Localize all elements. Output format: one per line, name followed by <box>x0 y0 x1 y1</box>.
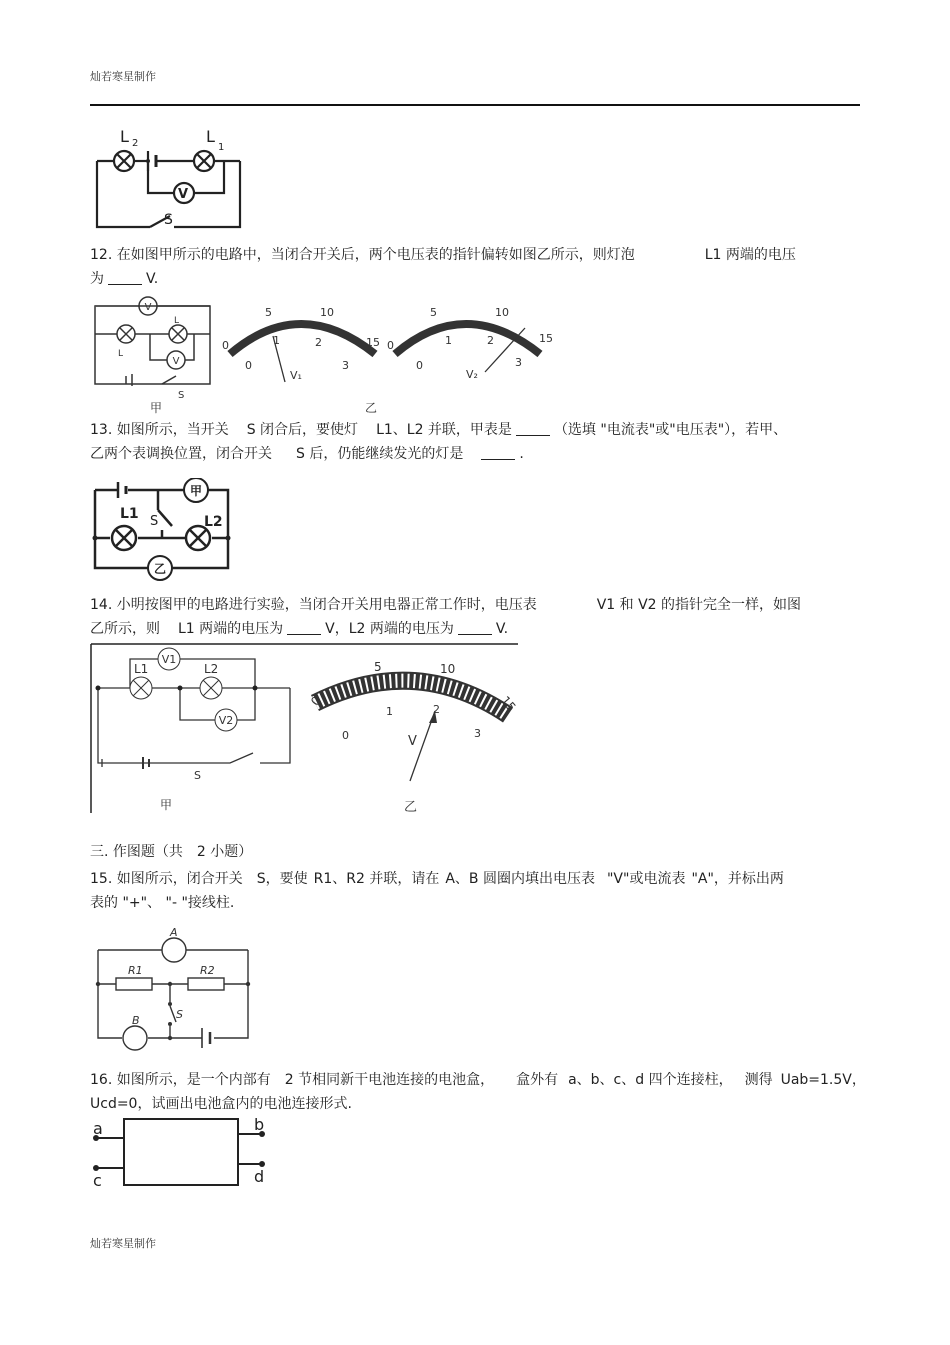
question-16: 16. 如图所示，是一个内部有 2 节相同新干电池连接的电池盒， 盒外有 a、b、c、d 四个连接柱， 测得 Uab=1.5V， Ucd=0，试画出电池盒内的电池连接形式. <box>90 1072 866 1112</box>
svg-text:3: 3 <box>515 356 522 369</box>
figure-label-jia: 甲 <box>160 798 173 812</box>
section-3-heading: 三. 作图题（共 2 小题） <box>90 844 253 860</box>
svg-text:15: 15 <box>498 693 519 715</box>
svg-text:5: 5 <box>374 660 382 674</box>
svg-text:5: 5 <box>430 306 437 319</box>
terminal-b-label: b <box>254 1116 265 1134</box>
header-watermark: 灿若寒星制作 <box>90 70 156 83</box>
svg-text:0: 0 <box>416 359 423 372</box>
question-15: 15. 如图所示，闭合开关 S，要使 R1、R2 并联，请在 A、B 圆圈内填出电压表 "V"或电流表 "A"，并标出两 表的 "+"、 "- "接线柱. <box>90 871 784 911</box>
svg-text:V2: V2 <box>218 714 234 727</box>
svg-text:V: V <box>172 356 180 367</box>
question-13: 13. 如图所示，当开关 S 闭合后，要使灯 L1、L2 并联，甲表是 （选填 "电流表"或"电压表"），若甲、 乙两个表调换位置，闭合开关 S 后，仍能继续发光的灯是 . <box>90 422 788 462</box>
svg-text:5: 5 <box>265 306 272 319</box>
figure-label-yi: 乙 <box>404 800 418 815</box>
svg-text:L1: L1 <box>120 506 139 522</box>
answer-blank-12[interactable] <box>108 270 142 285</box>
svg-text:S: S <box>176 1008 183 1021</box>
svg-text:V1: V1 <box>161 653 177 666</box>
svg-text:V₁: V₁ <box>290 369 302 382</box>
answer-blank-14a[interactable] <box>287 620 321 635</box>
svg-text:V: V <box>408 734 417 749</box>
answer-blank-14b[interactable] <box>458 620 492 635</box>
footer-watermark: 灿若寒星制作 <box>90 1237 156 1250</box>
svg-text:L: L <box>118 349 124 359</box>
svg-text:S: S <box>150 514 159 529</box>
question-14: 14. 小明按图甲的电路进行实验，当闭合开关用电器正常工作时，电压表 V1 和 V2 的指针完全一样，如图 乙所示，则 L1 两端的电压为 V，L2 两端的电压为 V. <box>90 597 802 637</box>
terminal-c-label: c <box>93 1171 102 1190</box>
svg-text:V: V <box>144 302 152 313</box>
svg-text:2: 2 <box>433 703 440 716</box>
figure-label-jia: 甲 <box>150 401 163 415</box>
lamp-l2-label: L <box>120 127 129 146</box>
svg-text:0: 0 <box>222 339 229 352</box>
terminal-a-label: a <box>93 1119 103 1138</box>
svg-text:0: 0 <box>387 339 394 352</box>
svg-text:15: 15 <box>366 336 380 349</box>
svg-text:S: S <box>178 390 185 401</box>
svg-text:L2: L2 <box>204 662 219 676</box>
svg-text:3: 3 <box>342 359 349 372</box>
figure-12 <box>90 294 560 416</box>
question-12: 12. 在如图甲所示的电路中，当闭合开关后，两个电压表的指针偏转如图乙所示，则灯泡 L1 两端的电压 为 V. <box>90 247 796 287</box>
meter-b-label: B <box>132 1014 140 1027</box>
svg-text:V₂: V₂ <box>466 368 478 381</box>
svg-text:1: 1 <box>273 334 280 347</box>
svg-text:2: 2 <box>315 336 322 349</box>
svg-text:15: 15 <box>539 332 553 345</box>
voltmeter-label: V <box>177 187 189 202</box>
figure-13 <box>90 478 240 584</box>
svg-text:1: 1 <box>386 705 393 718</box>
answer-blank-13a[interactable] <box>516 421 550 436</box>
answer-blank-13b[interactable] <box>481 445 515 460</box>
figure-15 <box>90 918 260 1058</box>
svg-text:L: L <box>174 316 180 326</box>
svg-text:1: 1 <box>445 334 452 347</box>
svg-text:0: 0 <box>342 729 349 742</box>
svg-text:1: 1 <box>218 142 225 153</box>
figure-label-yi: 乙 <box>365 401 378 415</box>
svg-text:S: S <box>194 769 201 782</box>
meter-yi-label: 乙 <box>153 562 167 576</box>
svg-text:2: 2 <box>487 334 494 347</box>
svg-text:R2: R2 <box>200 964 215 977</box>
svg-text:0: 0 <box>245 359 252 372</box>
lamp-l1-label: L <box>206 127 215 146</box>
svg-text:3: 3 <box>474 727 481 740</box>
figure-circuit-top <box>90 124 250 234</box>
terminal-d-label: d <box>254 1167 265 1186</box>
svg-text:10: 10 <box>320 306 334 319</box>
svg-text:L1: L1 <box>134 662 149 676</box>
svg-text:10: 10 <box>440 662 456 676</box>
svg-text:2: 2 <box>132 138 139 149</box>
figure-14 <box>90 643 520 815</box>
header-rule <box>90 104 860 106</box>
switch-label: S <box>164 212 173 228</box>
figure-16 <box>90 1116 275 1192</box>
meter-a-label: A <box>170 926 178 939</box>
svg-text:R1: R1 <box>128 964 143 977</box>
svg-text:10: 10 <box>495 306 509 319</box>
svg-text:0: 0 <box>308 693 324 709</box>
svg-text:L2: L2 <box>204 514 223 530</box>
meter-jia-label: 甲 <box>189 484 203 498</box>
